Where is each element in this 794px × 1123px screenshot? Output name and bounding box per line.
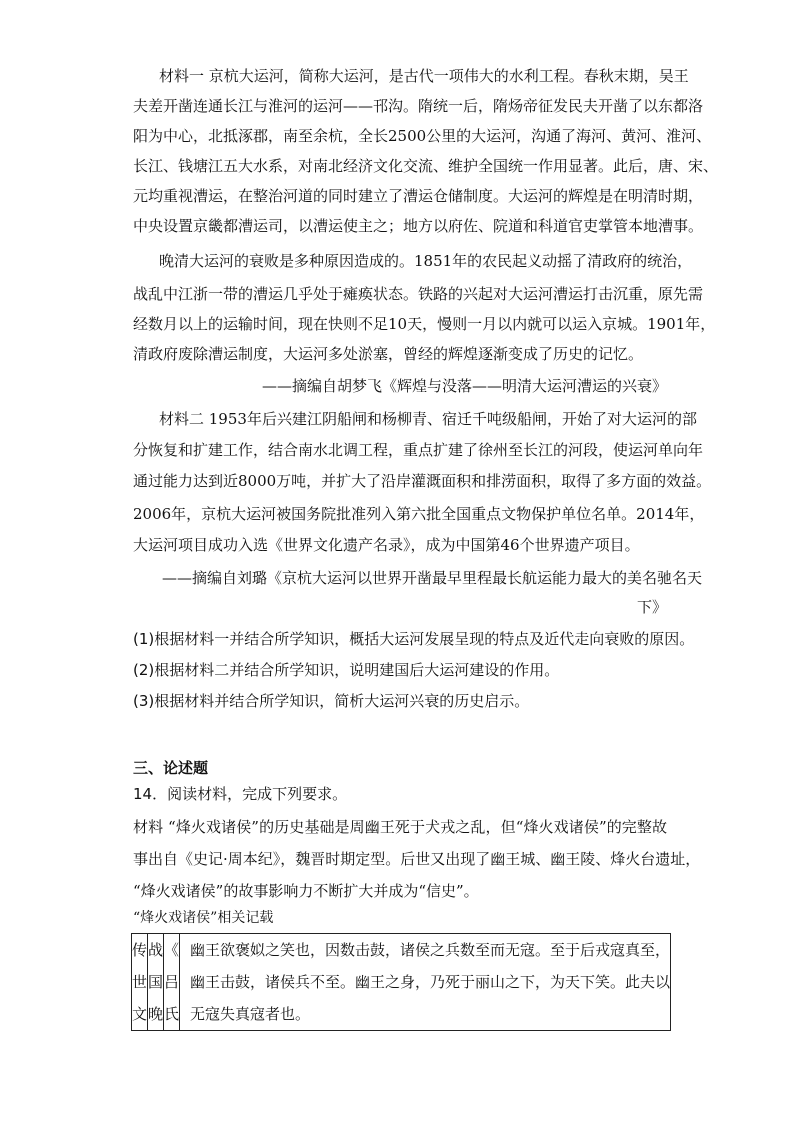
cell-char: 文 xyxy=(132,1005,148,1023)
material1-source: ——摘编自胡梦飞《辉煌与没落——明清大运河漕运的兴衰》 xyxy=(261,377,667,395)
material2-line: 2006年，京杭大运河被国务院批准列入第六批全国重点文物保护单位名单。2014年， xyxy=(133,505,705,523)
table-row xyxy=(132,934,671,1031)
material2-line: 大运河项目成功入选《世界文化遗产名录》，成为中国第46个世界遗产项目。 xyxy=(133,536,640,554)
material1-line: 夫差开凿连通长江与淮河的运河——邗沟。隋统一后，隋炀帝征发民夫开凿了以东都洛 xyxy=(133,97,704,115)
cell-char: 传 xyxy=(132,941,148,959)
records-table xyxy=(131,933,671,1031)
question-item: (1)根据材料一并结合所学知识，概括大运河发展呈现的特点及近代走向衰败的原因。 xyxy=(133,630,695,648)
material1-line: 材料一 京杭大运河，简称大运河，是古代一项伟大的水利工程。春秋末期，吴王 xyxy=(159,67,689,85)
question-item: (2)根据材料二并结合所学知识，说明建国后大运河建设的作用。 xyxy=(133,661,560,679)
cell-text-line: 无寇失真寇者也。 xyxy=(190,1005,311,1023)
table-caption: “烽火戏诸侯”相关记载 xyxy=(133,910,274,926)
material2-line: 通过能力达到近8000万吨，并扩大了沿岸灌溉面积和排涝面积，取得了多方面的效益。 xyxy=(133,472,712,490)
q14-material-line: “烽火戏诸侯”的故事影响力不断扩大并成为“信史”。 xyxy=(133,882,479,900)
table-cell-type xyxy=(132,934,148,1031)
material1-line: 晚清大运河的衰败是多种原因造成的。1851年的农民起义动摇了清政府的统治， xyxy=(159,252,693,270)
cell-char: 晚 xyxy=(148,1005,164,1023)
material2-source: 下》 xyxy=(636,598,667,616)
material1-line: 清政府废除漕运制度，大运河多处淤塞，曾经的辉煌逐渐变成了历史的记忆。 xyxy=(133,345,644,363)
material1-line: 中央设置京畿都漕运司，以漕运使主之；地方以府佐、院道和科道官吏掌管本地漕事。 xyxy=(133,217,704,235)
material2-source: ——摘编自刘璐《京杭大运河以世界开凿最早里程最长航运能力最大的美名驰名天 xyxy=(162,569,703,587)
q14-material-line: 事出自《史记·周本纪》，魏晋时期定型。后世又出现了幽王城、幽王陵、烽火台遗址， xyxy=(133,850,701,868)
cell-char: 吕 xyxy=(164,973,180,991)
material1-line: 长江、钱塘江五大水系，对南北经济文化交流、维护全国统一作用显著。此后，唐、宋、 xyxy=(133,157,719,175)
material2-line: 材料二 1953年后兴建江阴船闸和杨柳青、宿迁千吨级船闸，开始了对大运河的部 xyxy=(159,410,697,428)
cell-char: 国 xyxy=(148,973,164,991)
material2-line: 分恢复和扩建工作，结合南水北调工程，重点扩建了徐州至长江的河段，使运河单向年 xyxy=(133,441,704,459)
material1-line: 战乱中江浙一带的漕运几乎处于瘫痪状态。铁路的兴起对大运河漕运打击沉重，原先需 xyxy=(133,285,704,303)
cell-char: 世 xyxy=(132,973,148,991)
table-cell-era xyxy=(148,934,164,1031)
cell-char: 战 xyxy=(148,941,164,959)
q14-material-line: 材料 “烽火戏诸侯”的历史基础是周幽王死于犬戎之乱，但“烽火戏诸侯”的完整故 xyxy=(133,818,667,836)
question-prompt: 14．阅读材料，完成下列要求。 xyxy=(133,785,348,803)
material1-line: 经数月以上的运输时间，现在快则不足10天，慢则一月以内就可以运入京城。1901年， xyxy=(133,315,716,333)
material1-line: 阳为中心，北抵涿郡，南至余杭，全长2500公里的大运河，沟通了海河、黄河、淮河、 xyxy=(133,127,712,145)
cell-char: 氏 xyxy=(164,1005,180,1023)
material1-line: 元均重视漕运，在整治河道的同时建立了漕运仓储制度。大运河的辉煌是在明清时期， xyxy=(133,187,704,205)
cell-char: 《 xyxy=(164,941,180,959)
cell-text-line: 幽王欲褒姒之笑也，因数击鼓，诸侯之兵数至而无寇。至于后戎寇真至， xyxy=(190,941,671,959)
section-title: 三、论述题 xyxy=(133,759,209,777)
question-item: (3)根据材料并结合所学知识，简析大运河兴衰的历史启示。 xyxy=(133,692,530,710)
table-cell-source xyxy=(164,934,180,1031)
table-cell-text xyxy=(180,934,671,1031)
cell-text-line: 幽王击鼓，诸侯兵不至。幽王之身，乃死于丽山之下，为天下笑。此夫以 xyxy=(190,973,671,991)
